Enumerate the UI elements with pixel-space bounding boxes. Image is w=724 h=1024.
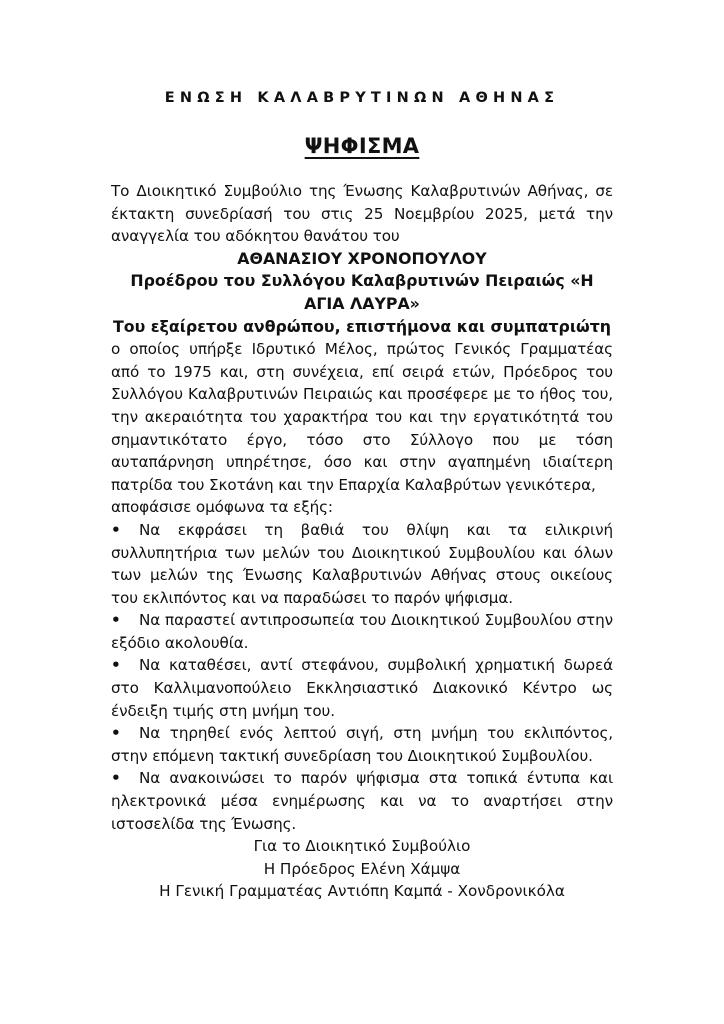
deceased-name: ΑΘΑΝΑΣΙΟΥ ΧΡΟΝΟΠΟΥΛΟΥ [237, 248, 487, 268]
deceased-tribute: Του εξαίρετου ανθρώπου, επιστήμονα και συμπατριώτη [112, 316, 612, 336]
resolution-item [111, 767, 613, 835]
signature-board: Για το Διοικητικό Συμβούλιο [253, 837, 471, 856]
signature-president: Η Πρόεδρος Ελένη Χάμψα [263, 859, 461, 878]
resolutions-list [111, 519, 613, 835]
bullet-icon: • [111, 656, 121, 675]
signature-secretary: Η Γενική Γραμματέας Αντιόπη Καμπά - Χονδρονικόλα [159, 882, 565, 901]
organization-heading: ΕΝΩΣΗ ΚΑΛΑΒΡΥΤΙΝΩΝ ΑΘΗΝΑΣ [164, 90, 560, 106]
body-paragraph: ο οποίος υπήρξε Ιδρυτικό Μέλος, πρώτος Γενικός Γραμματέας από το 1975 και, στη συνέχεια, επί σειρά ετών, Πρόεδρος του Συλλόγου Καλαβρυτινών Πειραιώς και προσέφερε με το ήθος του, την ακεραιότητα του χαρακτήρα του και την εργατικότητά του σημαντικότατο έργο, τόσο στο Σύλλογο που με τόση αυταπάρνηση υπηρέτησε, όσο και στην αγαπημένη ιδιαίτερη πατρίδα του Σκοτάνη και την Επαρχία Καλαβρύτων γενικότερα, [111, 340, 613, 494]
bullet-icon: • [111, 724, 121, 743]
resolution-text: Να καταθέσει, αντί στεφάνου, συμβολική χρηματική δωρεά στο Καλλιμανοπούλειο Εκκλησιαστικό Διακονικό Κέντρο ως ένδειξη τιμής στη μνήμη του. [111, 656, 613, 720]
resolution-item [111, 609, 613, 654]
resolution-item [111, 722, 613, 767]
intro-paragraph: Το Διοικητικό Συμβούλιο της Ένωσης Καλαβρυτινών Αθήνας, σε έκτακτη συνεδρίασή του στις 25 Νοεμβρίου 2025, μετά την αναγγελία του αδόκητου θανάτου του [111, 182, 613, 246]
resolution-text: Να εκφράσει τη βαθιά του θλίψη και τα ειλικρινή συλλυπητήρια των μελών του Διοικητικού Συμβουλίου και όλων των μελών της Ένωσης Καλαβρυτινών Αθήνας στους οικείους του εκλιπόντος και να παραδώσει το παρόν ψήφισμα. [111, 520, 613, 607]
resolution-item [111, 654, 613, 722]
document-page [111, 88, 613, 903]
deceased-role: Προέδρου του Συλλόγου Καλαβρυτινών Πειραιώς «Η ΑΓΙΑ ΛΑΥΡΑ» [130, 271, 594, 313]
resolution-text: Να ανακοινώσει το παρόν ψήφισμα στα τοπικά έντυπα και ηλεκτρονικά μέσα ενημέρωσης και να το αναρτήσει στην ιστοσελίδα της Ένωσης. [111, 769, 613, 833]
resolution-text: Να τηρηθεί ενός λεπτού σιγή, στη μνήμη του εκλιπόντος, στην επόμενη τακτική συνεδρίαση του Διοικητικού Συμβουλίου. [111, 724, 613, 765]
bullet-icon: • [111, 520, 121, 539]
bullet-icon: • [111, 769, 121, 788]
document-title: ΨΗΦΙΣΜΑ [304, 134, 420, 158]
decision-intro: αποφάσισε ομόφωνα τα εξής: [111, 498, 333, 517]
resolution-item [111, 519, 613, 609]
resolution-text: Να παραστεί αντιπροσωπεία του Διοικητικού Συμβουλίου στην εξόδιο ακολουθία. [111, 611, 613, 652]
bullet-icon: • [111, 611, 121, 630]
